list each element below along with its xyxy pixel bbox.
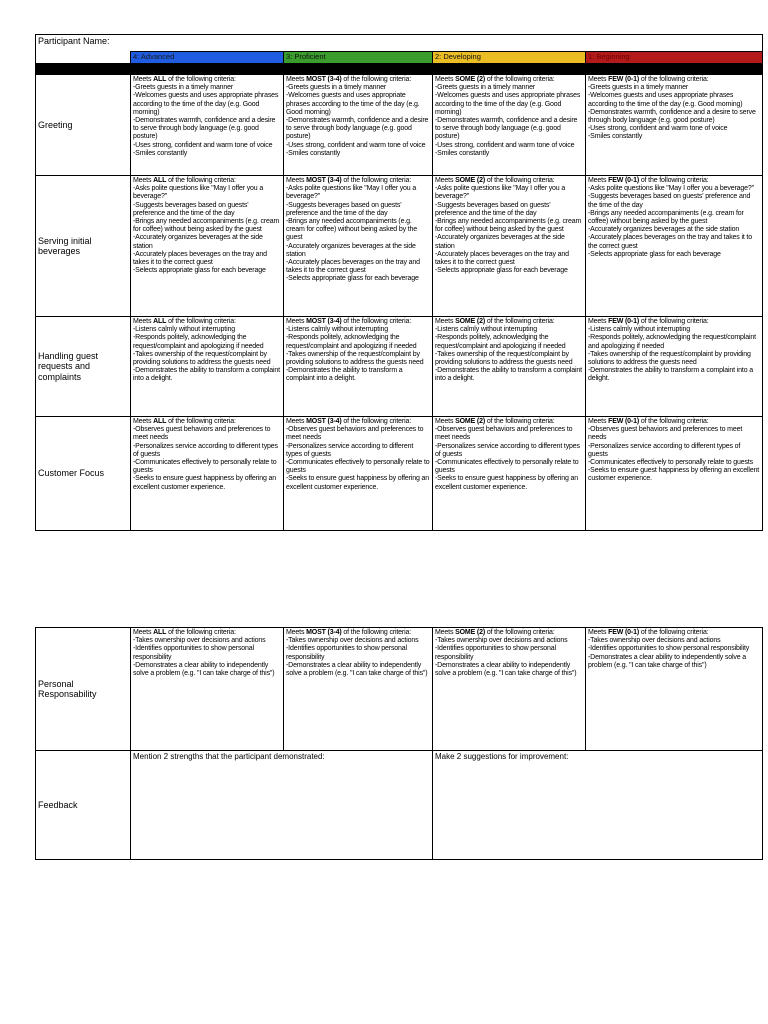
criteria-lead-prefix: Meets (435, 318, 456, 325)
feedback-row (36, 751, 763, 860)
criterion-line: -Takes ownership over decisions and actions (588, 637, 721, 645)
criterion-line: -Communicates effectively to personally relate to guests (435, 458, 579, 475)
criterion-line: -Identifies opportunities to show personal responsibility (133, 645, 254, 661)
criteria-lead-prefix: Meets (286, 76, 307, 83)
criterion-line: -Responds politely, acknowledging the request/complaint and apologizing if needed (286, 334, 417, 350)
criteria-lead-suffix: of the following criteria: (166, 76, 236, 83)
criterion-line: -Greets guests in a timely manner (133, 84, 234, 92)
criteria-lead (133, 318, 281, 326)
criterion-line: -Takes ownership of the request/complaint by providing solutions to address the guests need (286, 350, 424, 366)
criteria-cell (433, 176, 586, 317)
criteria-lead-suffix: of the following criteria: (485, 177, 555, 184)
criterion-line: -Demonstrates the ability to transform a complaint into a delight. (133, 367, 280, 383)
criteria-cell (131, 75, 284, 176)
criterion-line: -Listens calmly without interrupting (435, 326, 537, 334)
criteria-lead-suffix: of the following criteria: (639, 629, 709, 636)
criteria-lead (133, 177, 281, 185)
criteria-quantity: MOST (3-4) (306, 629, 342, 636)
criteria-lead-prefix: Meets (133, 318, 154, 325)
criterion-line: -Identifies opportunities to show personal responsibility (435, 645, 556, 661)
criterion-line: -Demonstrates a clear ability to independently solve a problem (e.g. "I can take charge of this") (133, 661, 275, 677)
criteria-quantity: SOME (2) (455, 76, 486, 83)
category-label: Serving initial beverages (36, 176, 131, 317)
criterion-line: -Accurately places beverages on the tray and takes it to the correct guest (286, 258, 420, 275)
criterion-line: -Accurately places beverages on the tray and takes it to the correct guest (588, 234, 752, 250)
criterion-line: -Smiles constantly (286, 149, 341, 157)
level-header-developing: 2: Developing (433, 52, 586, 64)
criterion-line: -Responds politely, acknowledging the request/complaint and apologizing if needed (435, 334, 566, 350)
criterion-line: -Greets guests in a timely manner (435, 84, 536, 92)
criteria-lead-suffix: of the following criteria: (341, 629, 412, 636)
criterion-line: -Demonstrates warmth, confidence and a desire to serve through body language (e.g. good posture) (435, 116, 578, 141)
criteria-lead-prefix: Meets (588, 629, 609, 636)
rubric-row-personal (36, 628, 763, 751)
criteria-lead-prefix: Meets (588, 418, 609, 425)
criteria-lead-prefix: Meets (133, 418, 154, 425)
criteria-quantity: ALL (153, 318, 167, 325)
rubric-row-handling (36, 317, 763, 417)
criteria-lead (588, 177, 760, 185)
criteria-lead (435, 76, 583, 84)
criteria-lead-suffix: of the following criteria: (639, 418, 709, 425)
criterion-line: -Observes guest behaviors and preferences to meet needs (435, 426, 573, 442)
criteria-lead-prefix: Meets (435, 629, 456, 636)
criterion-line: -Brings any needed accompaniments (e.g. cream for coffee) without being asked by the guest (588, 209, 744, 225)
criteria-lead-prefix: Meets (286, 418, 307, 425)
criteria-lead-prefix: Meets (286, 177, 307, 184)
criterion-line: -Welcomes guests and uses appropriate phrases according to the time of the day (e.g. Good morning) (286, 92, 420, 116)
criterion-line: -Selects appropriate glass for each beverage (286, 275, 419, 283)
criteria-lead (435, 418, 583, 426)
criteria-lead (286, 629, 430, 637)
criteria-lead-suffix: of the following criteria: (639, 76, 709, 83)
criterion-line: -Greets guests in a timely manner (286, 84, 387, 92)
criteria-lead-prefix: Meets (435, 76, 456, 83)
strengths-field[interactable] (131, 751, 433, 860)
rubric-row-customer (36, 417, 763, 531)
criterion-line: -Listens calmly without interrupting (588, 326, 690, 334)
criteria-lead-prefix: Meets (435, 177, 456, 184)
criteria-lead-suffix: of the following criteria: (485, 76, 555, 83)
criterion-line: -Listens calmly without interrupting (133, 326, 235, 334)
criteria-cell (586, 317, 763, 417)
criteria-lead-prefix: Meets (588, 318, 609, 325)
criteria-quantity: ALL (153, 76, 167, 83)
criteria-cell (433, 317, 586, 417)
criteria-cell (586, 628, 763, 751)
criterion-line: -Selects appropriate glass for each beverage (435, 267, 568, 275)
criteria-quantity: ALL (153, 418, 167, 425)
criteria-lead (588, 76, 760, 84)
criterion-line: -Seeks to ensure guest happiness by offering an excellent customer experience. (435, 475, 579, 491)
criteria-lead-prefix: Meets (133, 629, 154, 636)
criterion-line: -Demonstrates the ability to transform a complaint into a delight. (286, 367, 403, 383)
criteria-lead-suffix: of the following criteria: (341, 76, 412, 83)
criteria-lead-suffix: of the following criteria: (639, 318, 709, 325)
criteria-lead-suffix: of the following criteria: (639, 177, 709, 184)
criteria-cell (131, 176, 284, 317)
criterion-line: -Smiles constantly (133, 149, 188, 157)
criteria-cell (433, 417, 586, 531)
criteria-quantity: MOST (3-4) (306, 318, 342, 325)
criteria-lead-prefix: Meets (286, 318, 307, 325)
criteria-quantity: SOME (2) (455, 629, 486, 636)
criteria-lead-suffix: of the following criteria: (485, 318, 555, 325)
criterion-line: -Greets guests in a timely manner (588, 84, 689, 92)
criteria-quantity: SOME (2) (455, 418, 486, 425)
suggestions-field[interactable] (433, 751, 763, 860)
criteria-lead-prefix: Meets (286, 629, 307, 636)
criterion-line: -Accurately organizes beverages at the side station (435, 234, 565, 250)
criterion-line: -Personalizes service according to different types of guests (286, 442, 414, 458)
category-label: Handling guest requests and complaints (36, 317, 131, 417)
criterion-line: -Communicates effectively to personally relate to guests (286, 458, 430, 475)
criterion-line: -Accurately organizes beverages at the side station (286, 242, 416, 258)
criterion-line: -Demonstrates warmth, confidence and a desire to serve through body language (e.g. good posture) (133, 116, 276, 141)
level-header-proficient: 3: Proficient (284, 52, 433, 64)
criteria-quantity: FEW (0-1) (608, 76, 640, 83)
header-blank (36, 52, 131, 64)
criteria-lead-suffix: of the following criteria: (166, 177, 236, 184)
criterion-line: -Demonstrates the ability to transform a complaint into a delight. (435, 367, 582, 383)
criterion-line: -Seeks to ensure guest happiness by offering an excellent customer experience. (286, 475, 430, 491)
criterion-line: -Takes ownership of the request/complaint by providing solutions to address the guests need (435, 350, 573, 366)
criterion-line: -Seeks to ensure guest happiness by offering an excellent customer experience. (588, 467, 760, 483)
criteria-quantity: MOST (3-4) (306, 76, 342, 83)
criterion-line: -Selects appropriate glass for each beverage (133, 267, 266, 275)
criterion-line: -Demonstrates the ability to transform a complaint into a delight. (588, 367, 753, 383)
criterion-line: -Selects appropriate glass for each beverage (588, 250, 721, 258)
criteria-lead (286, 418, 430, 426)
criterion-line: -Seeks to ensure guest happiness by offering an excellent customer experience. (133, 475, 277, 491)
participant-name-field[interactable] (36, 35, 763, 52)
criteria-cell (284, 75, 433, 176)
criterion-line: -Demonstrates a clear ability to independently solve a problem (e.g. "I can take charge of this") (588, 653, 747, 669)
rubric-row-serving (36, 176, 763, 317)
criteria-lead-suffix: of the following criteria: (166, 318, 236, 325)
criterion-line: -Asks polite questions like "May I offer you a beverage?" (588, 185, 754, 193)
criteria-cell (433, 628, 586, 751)
rubric-table-continued (35, 627, 763, 860)
criteria-cell (586, 417, 763, 531)
criteria-lead (133, 76, 281, 84)
criteria-lead-prefix: Meets (133, 76, 154, 83)
criterion-line: -Asks polite questions like "May I offer you a beverage?" (435, 185, 566, 201)
criteria-lead-prefix: Meets (133, 177, 154, 184)
criteria-lead (435, 629, 583, 637)
criteria-lead (286, 177, 430, 185)
criteria-lead (286, 76, 430, 84)
criterion-line: -Suggests beverages based on guests' preference and the time of the day (588, 193, 751, 209)
criterion-line: -Demonstrates a clear ability to independently solve a problem (e.g. "I can take charge of this") (435, 661, 577, 677)
criteria-lead (133, 418, 281, 426)
category-label: Personal Responsability (36, 628, 131, 751)
criteria-quantity: SOME (2) (455, 318, 486, 325)
criterion-line: -Personalizes service according to different types of guests (133, 442, 278, 458)
criterion-line: -Uses strong, confident and warm tone of voice (133, 141, 273, 149)
criteria-cell (131, 317, 284, 417)
criteria-quantity: FEW (0-1) (608, 177, 640, 184)
criteria-cell (586, 176, 763, 317)
criterion-line: -Accurately organizes beverages at the side station (133, 234, 263, 250)
criterion-line: -Uses strong, confident and warm tone of voice (435, 141, 575, 149)
criteria-quantity: ALL (153, 177, 167, 184)
criteria-quantity: ALL (153, 629, 167, 636)
criteria-cell (284, 628, 433, 751)
criterion-line: -Takes ownership over decisions and actions (435, 637, 568, 645)
participant-name-label: Participant Name: (38, 36, 110, 46)
criterion-line: -Welcomes guests and uses appropriate phrases according to the time of the day (e.g. Good morning) (435, 92, 581, 116)
criterion-line: -Suggests beverages based on guests' preference and the time of the day (133, 201, 249, 217)
criterion-line: -Asks polite questions like "May I offer you a beverage?" (286, 185, 417, 201)
criteria-lead-suffix: of the following criteria: (166, 629, 236, 636)
criterion-line: -Accurately places beverages on the tray and takes it to the correct guest (435, 250, 569, 266)
rubric-table (35, 34, 763, 531)
criteria-lead (435, 177, 583, 185)
criterion-line: -Uses strong, confident and warm tone of voice (588, 125, 728, 133)
criterion-line: -Asks polite questions like "May I offer you a beverage?" (133, 185, 264, 201)
criterion-line: -Uses strong, confident and warm tone of voice (286, 141, 426, 149)
criteria-quantity: MOST (3-4) (306, 177, 342, 184)
criterion-line: -Listens calmly without interrupting (286, 326, 388, 334)
criteria-lead (286, 318, 430, 326)
criteria-lead-suffix: of the following criteria: (166, 418, 236, 425)
criteria-quantity: FEW (0-1) (608, 318, 640, 325)
strengths-prompt: Mention 2 strengths that the participant demonstrated: (133, 752, 325, 761)
level-header-advanced: 4: Advanced (131, 52, 284, 64)
criterion-line: -Demonstrates a clear ability to independently solve a problem (e.g. "I can take charge of this") (286, 661, 428, 677)
criterion-line: -Accurately organizes beverages at the side station (588, 226, 740, 234)
criteria-quantity: FEW (0-1) (608, 418, 640, 425)
criteria-cell (586, 75, 763, 176)
criterion-line: -Observes guest behaviors and preferences to meet needs (133, 426, 271, 442)
criterion-line: -Accurately places beverages on the tray and takes it to the correct guest (133, 250, 267, 266)
criterion-line: -Brings any needed accompaniments (e.g. cream for coffee) without being asked by the guest (435, 217, 582, 234)
criterion-line: -Welcomes guests and uses appropriate phrases according to the time of the day (e.g. Good morning) (588, 92, 743, 108)
criteria-cell (284, 176, 433, 317)
criteria-cell (131, 417, 284, 531)
criteria-lead (435, 318, 583, 326)
criterion-line: -Observes guest behaviors and preferences to meet needs (588, 426, 743, 442)
criterion-line: -Takes ownership over decisions and actions (286, 637, 419, 645)
criteria-cell (284, 317, 433, 417)
black-divider (36, 64, 763, 75)
category-label: Customer Focus (36, 417, 131, 531)
criteria-quantity: FEW (0-1) (608, 629, 640, 636)
criterion-line: -Smiles constantly (435, 149, 490, 157)
category-label: Greeting (36, 75, 131, 176)
criterion-line: -Communicates effectively to personally relate to guests (133, 458, 277, 475)
criteria-quantity: SOME (2) (455, 177, 486, 184)
criterion-line: -Identifies opportunities to show personal responsibility (588, 645, 750, 653)
criterion-line: -Identifies opportunities to show personal responsibility (286, 645, 407, 661)
criterion-line: -Takes ownership of the request/complaint by providing solutions to address the guests need (133, 350, 271, 366)
criterion-line: -Welcomes guests and uses appropriate phrases according to the time of the day (e.g. Good morning) (133, 92, 279, 116)
criteria-lead-prefix: Meets (435, 418, 456, 425)
criterion-line: -Suggests beverages based on guests' preference and the time of the day (435, 201, 551, 217)
criterion-line: -Brings any needed accompaniments (e.g. cream for coffee) without being asked by the guest (133, 217, 280, 234)
criteria-lead-suffix: of the following criteria: (485, 418, 555, 425)
criterion-line: -Brings any needed accompaniments (e.g. cream for coffee) without being asked by the guest (286, 217, 418, 242)
criteria-lead-prefix: Meets (588, 76, 609, 83)
criterion-line: -Communicates effectively to personally relate to guests (588, 458, 753, 466)
criterion-line: -Suggests beverages based on guests' preference and the time of the day (286, 201, 402, 217)
feedback-label: Feedback (36, 751, 131, 860)
criteria-lead-suffix: of the following criteria: (341, 318, 412, 325)
criterion-line: -Demonstrates warmth, confidence and a desire to serve through body language (e.g. good posture) (588, 108, 756, 124)
criteria-cell (433, 75, 586, 176)
criterion-line: -Observes guest behaviors and preferences to meet needs (286, 426, 424, 442)
level-header-beginning: 1: Beginning (586, 52, 763, 64)
criterion-line: -Takes ownership over decisions and actions (133, 637, 266, 645)
criteria-cell (284, 417, 433, 531)
criterion-line: -Responds politely, acknowledging the request/complaint and apologizing if needed (588, 334, 756, 350)
criterion-line: -Personalizes service according to different types of guests (588, 442, 741, 458)
suggestions-prompt: Make 2 suggestions for improvement: (435, 752, 569, 761)
criteria-lead (588, 418, 760, 426)
criteria-lead (133, 629, 281, 637)
criterion-line: -Responds politely, acknowledging the request/complaint and apologizing if needed (133, 334, 264, 350)
criterion-line: -Personalizes service according to different types of guests (435, 442, 580, 458)
criterion-line: -Smiles constantly (588, 133, 643, 141)
criteria-lead-suffix: of the following criteria: (341, 418, 412, 425)
criteria-quantity: MOST (3-4) (306, 418, 342, 425)
criterion-line: -Takes ownership of the request/complaint by providing solutions to address the guests need (588, 350, 751, 366)
criteria-lead (588, 629, 760, 637)
criteria-lead-prefix: Meets (588, 177, 609, 184)
rubric-row-greeting (36, 75, 763, 176)
criteria-cell (131, 628, 284, 751)
criteria-lead-suffix: of the following criteria: (485, 629, 555, 636)
criteria-lead (588, 318, 760, 326)
criteria-lead-suffix: of the following criteria: (341, 177, 412, 184)
criterion-line: -Demonstrates warmth, confidence and a desire to serve through body language (e.g. good posture) (286, 116, 429, 141)
